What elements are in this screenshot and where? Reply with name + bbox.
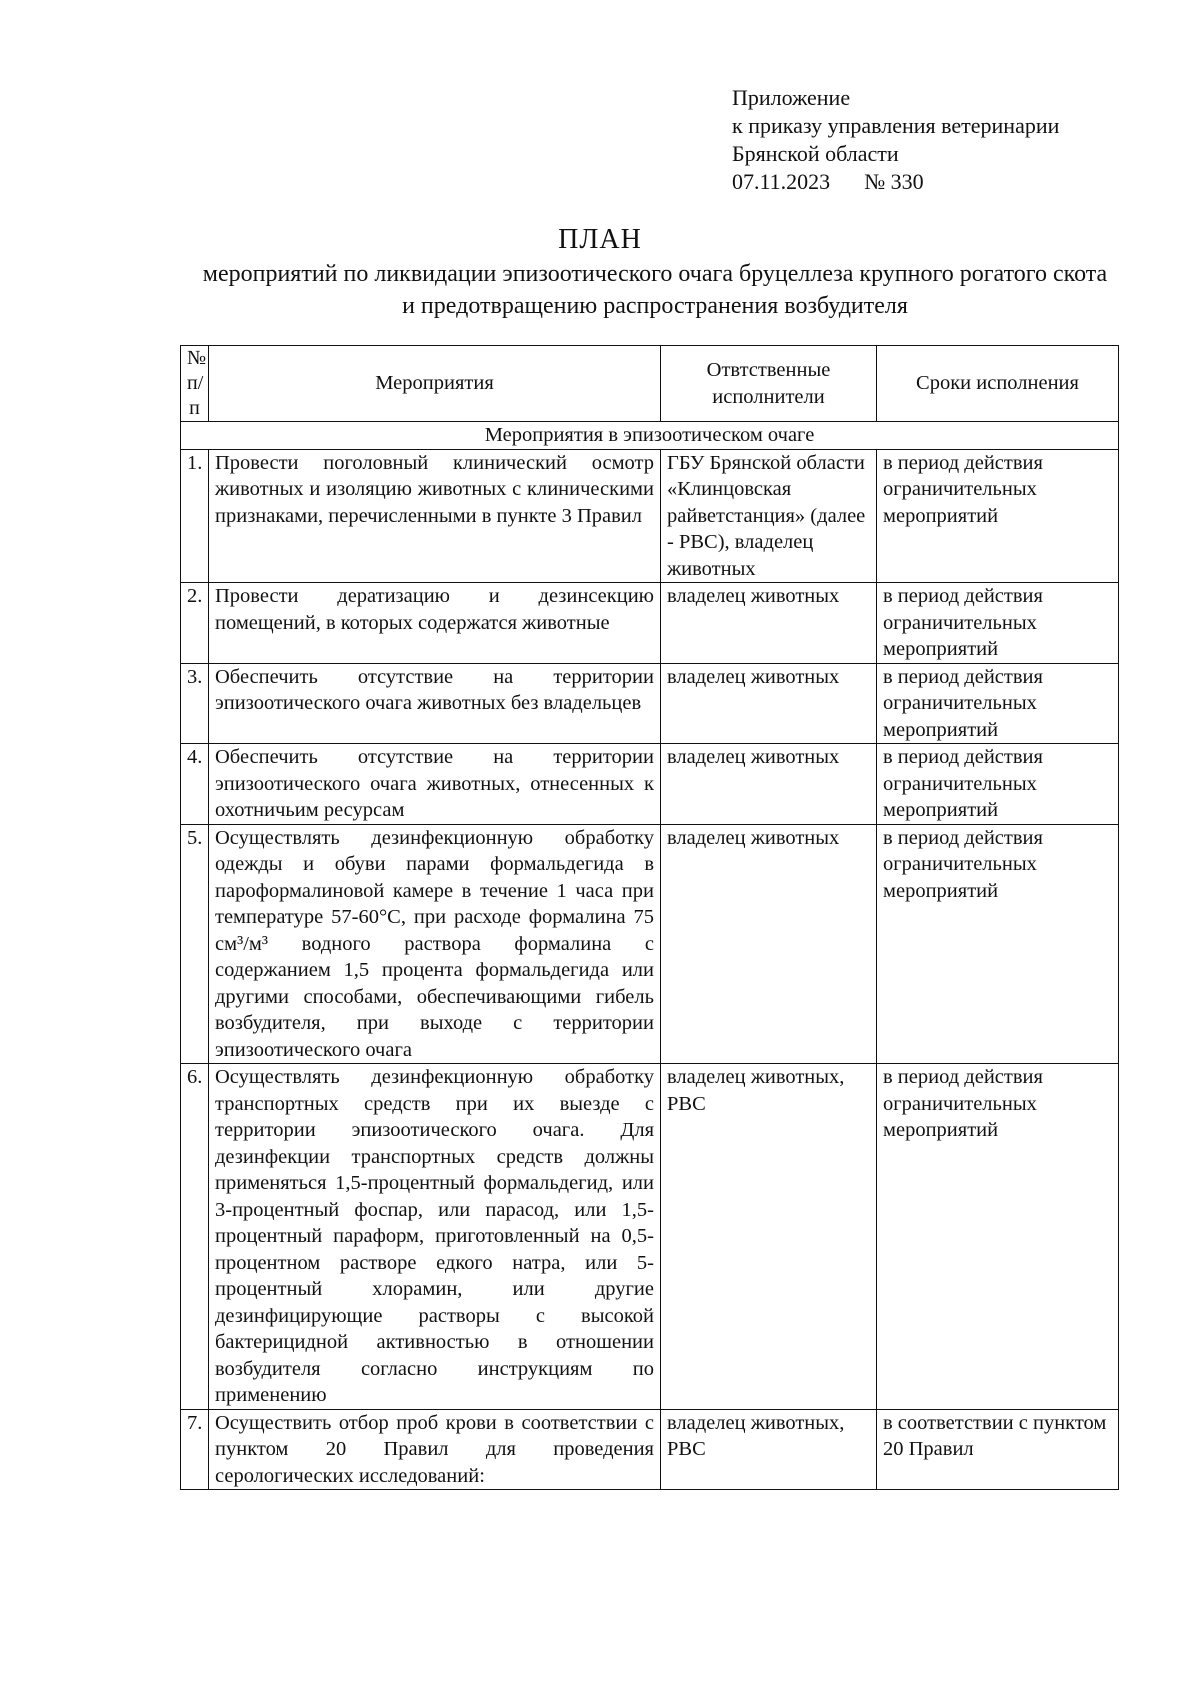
row-measure: Обеспечить отсутствие на территории эпизоотического очага животных, отнесенных к охотничьим ресурсам xyxy=(209,744,661,825)
section-row xyxy=(181,422,1119,450)
measures-table xyxy=(180,345,1119,1490)
plan-title: ПЛАН xyxy=(558,224,642,255)
appendix-line3: Брянской области xyxy=(732,141,899,166)
table-row xyxy=(181,1064,1119,1410)
row-term: в период действия ограничительных мероприятий xyxy=(877,449,1119,583)
row-responsible: владелец животных xyxy=(661,663,877,744)
row-num: 4. xyxy=(181,744,209,825)
header-num xyxy=(181,346,209,422)
header-terms: Сроки исполнения xyxy=(877,346,1119,422)
header-measures: Мероприятия xyxy=(209,346,661,422)
row-measure: Провести дератизацию и дезинсекцию помещений, в которых содержатся животные xyxy=(209,583,661,664)
header-num-line2: п/п xyxy=(187,372,204,419)
row-num: 3. xyxy=(181,663,209,744)
row-term: в соответствии с пунктом 20 Правил xyxy=(877,1409,1119,1490)
row-measure: Провести поголовный клинический осмотр животных и изоляцию животных с клиническими признаками, перечисленными в пункте 3 Правил xyxy=(209,449,661,583)
row-measure: Осуществить отбор проб крови в соответствии с пунктом 20 Правил для проведения серологических исследований: xyxy=(209,1409,661,1490)
row-measure: Осуществлять дезинфекционную обработку одежды и обуви парами формальдегида в пароформалиновой камере в течение 1 часа при температуре 57-60°С, при расходе формалина 75 см³/м³ водного раствора формалина с содержанием 1,5 процента формальдегида или другими способами, обеспечивающими гибель возбудителя, при выходе с территории эпизоотического очага xyxy=(209,824,661,1064)
table-row xyxy=(181,449,1119,583)
row-term: в период действия ограничительных мероприятий xyxy=(877,583,1119,664)
row-num: 1. xyxy=(181,449,209,583)
table-row xyxy=(181,824,1119,1064)
section-title: Мероприятия в эпизоотическом очаге xyxy=(181,422,1119,450)
row-num: 2. xyxy=(181,583,209,664)
plan-subtitle: мероприятий по ликвидации эпизоотического очага бруцеллеза крупного рогатого скота и предотвращению распространения возбудителя xyxy=(202,261,1108,319)
table-row xyxy=(181,583,1119,664)
row-responsible: владелец животных xyxy=(661,744,877,825)
row-term: в период действия ограничительных мероприятий xyxy=(877,824,1119,1064)
row-responsible: владелец животных, РВС xyxy=(661,1409,877,1490)
row-measure: Обеспечить отсутствие на территории эпизоотического очага животных без владельцев xyxy=(209,663,661,744)
appendix-line2: к приказу управления ветеринарии xyxy=(732,113,1060,138)
header-responsible: Отвтственные исполнители xyxy=(661,346,877,422)
appendix-date-number xyxy=(732,168,1059,196)
header-num-line1: № xyxy=(187,347,207,369)
table-row xyxy=(181,663,1119,744)
row-responsible: владелец животных, РВС xyxy=(661,1064,877,1410)
row-term: в период действия ограничительных мероприятий xyxy=(877,663,1119,744)
row-responsible: владелец животных xyxy=(661,824,877,1064)
row-num: 7. xyxy=(181,1409,209,1490)
order-number: № 330 xyxy=(864,169,924,194)
row-responsible: владелец животных xyxy=(661,583,877,664)
row-term: в период действия ограничительных мероприятий xyxy=(877,744,1119,825)
row-num: 6. xyxy=(181,1064,209,1410)
row-measure: Осуществлять дезинфекционную обработку транспортных средств при их выезде с территории эпизоотического очага. Для дезинфекции транспортных средств должны применяться 1,5-процентный формальдегид, или 3-процентный фоспар, или парасод, или 1,5-процентный параформ, приготовленный на 0,5-процентном растворе едкого натра, или 5-процентный хлорамин, или другие дезинфицирующие растворы с высокой бактерицидной активностью в отношении возбудителя согласно инструкциям по применению xyxy=(209,1064,661,1410)
appendix-line1: Приложение xyxy=(732,85,851,110)
table-row xyxy=(181,744,1119,825)
row-term: в период действия ограничительных мероприятий xyxy=(877,1064,1119,1410)
row-responsible: ГБУ Брянской области «Клинцовская райветстанция» (далее - РВС), владелец животных xyxy=(661,449,877,583)
appendix-block xyxy=(732,84,1059,196)
order-date: 07.11.2023 xyxy=(732,169,831,194)
table-row xyxy=(181,1409,1119,1490)
table-header-row xyxy=(181,346,1119,422)
row-num: 5. xyxy=(181,824,209,1064)
